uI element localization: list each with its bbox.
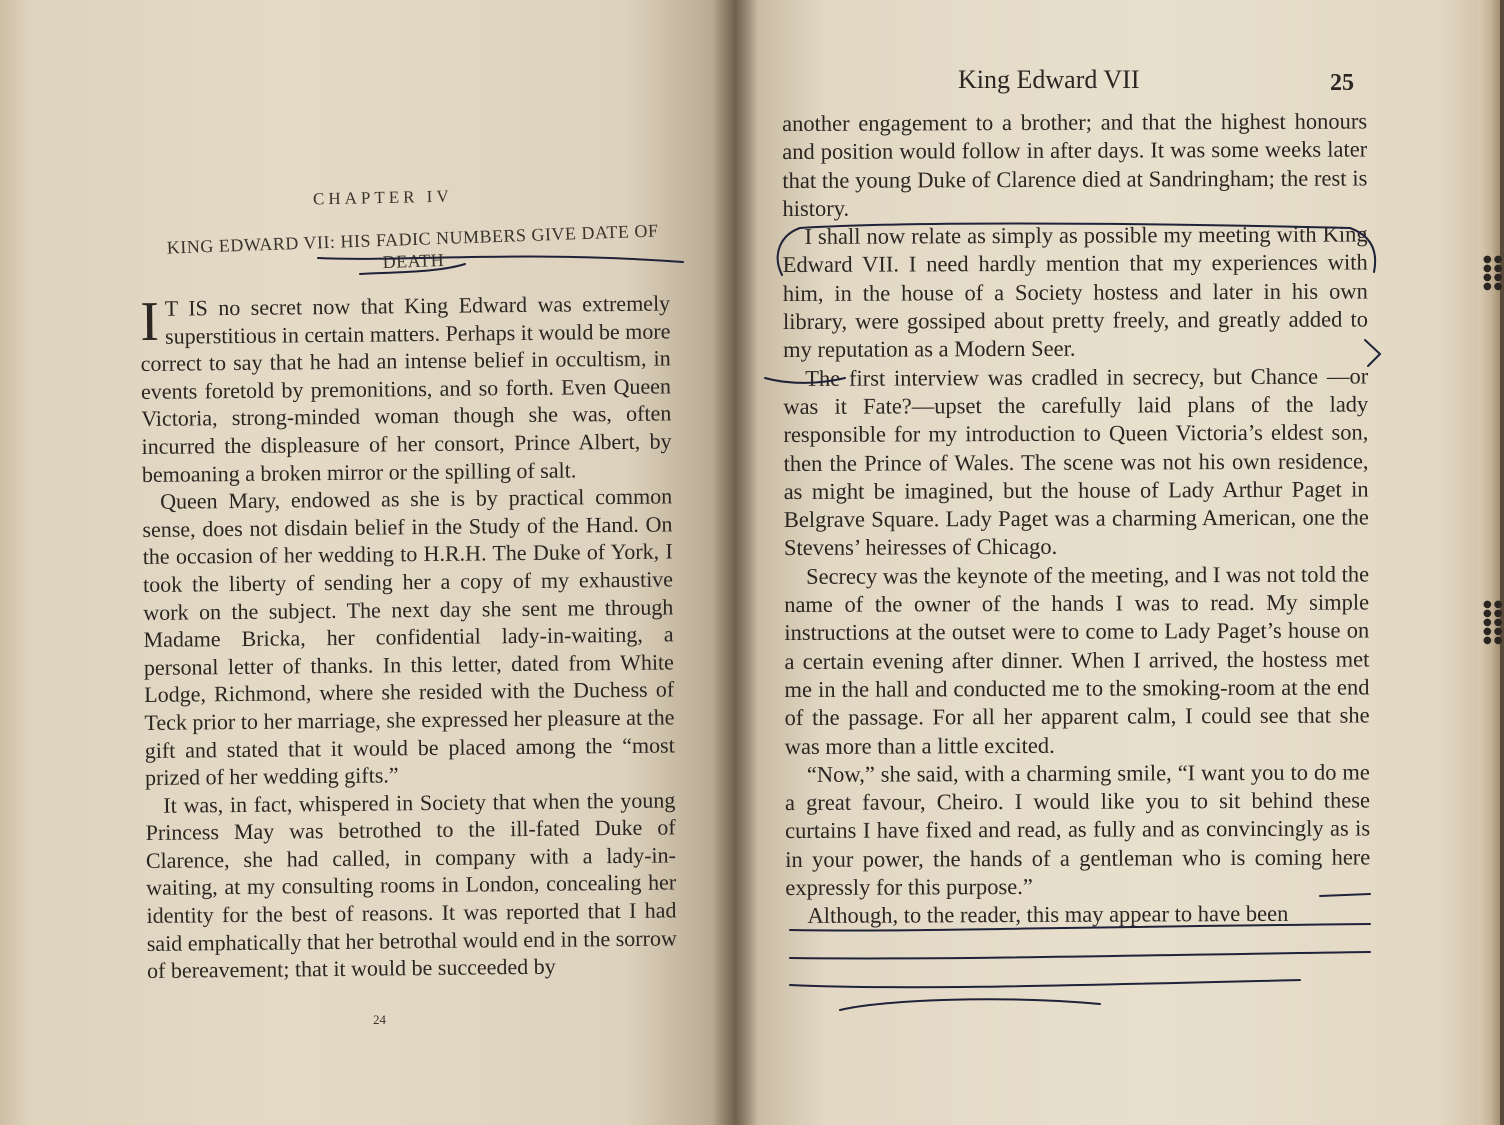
right-continuation: another engagement to a brother; and that the highest honours and position would follow in after days. It was some weeks later that the young Duke of Clarence died at Sandringham; the rest is history. xyxy=(782,108,1368,221)
right-page-body xyxy=(782,107,1371,930)
right-paragraph-3: Secrecy was the keynote of the meeting, and I was not told the name of the owner of the hands I was to read. My simple instructions at the outset were to come to Lady Paget’s house on a certain evening after dinner. When I arrived, the hostess met me in the hall and conducted me to the smoking-room at the end of the passage. For all her apparent calm, I could see that she was more than a little excited. xyxy=(784,561,1370,759)
left-paragraph-1-text: T IS no secret now that King Edward was extremely superstitious in certain matters. Perhaps it would be more correct to say that he had an intense belief in occultism, in events foretold by premonitions, and so forth. Even Queen Victoria, strong-minded woman though she was, often incurred the displeasure of her consort, Prince Albert, by bemoaning a broken mirror or the spilling of salt. xyxy=(140,290,672,487)
left-page-number: 24 xyxy=(373,1012,386,1027)
right-paragraph-1: I shall now relate as simply as possible my meeting with King Edward VII. I need hardly mention that my experiences with him, in the house of a Society hostess and later in his own library, were gossiped about pretty freely, and greatly added to my reputation as a Modern Seer. xyxy=(782,221,1368,363)
binding-dots-bottom: ●● ●● ●● ●● ●● xyxy=(1483,599,1504,646)
left-page-body xyxy=(140,289,677,984)
running-head: King Edward VII xyxy=(958,65,1140,94)
binding-dots-top: ●● ●● ●● ●● xyxy=(1483,254,1504,292)
drop-cap: I xyxy=(139,290,160,353)
left-paragraph-2: Queen Mary, endowed as she is by practical common sense, does not disdain belief in the Study of the Hand. On the occasion of her wedding to H.R.H. The Duke of York, I took the liberty of sending her a copy of my exhaustive work on the subject. The next day she sent me through Madame Bricka, her confidential lady-in-waiting, a personal letter of thanks. In this letter, dated from White Lodge, Richmond, where she resided with the Duchess of Teck prior to her marriage, she expressed her pleasure at the gift and stated that it would be placed among the “most prized of her wedding gifts.” xyxy=(142,483,675,791)
page-edge xyxy=(1478,0,1504,1125)
chapter-number: CHAPTER IV xyxy=(312,186,453,209)
left-paragraph-1 xyxy=(140,289,672,488)
right-paragraph-4: “Now,” she said, with a charming smile, “I want you to do me a great favour, Cheiro. I would like you to sit behind these curtains I have fixed and read, as fully and as convincingly as is in your power, the hands of a gentleman who is coming here expressly for this purpose.” xyxy=(784,759,1371,901)
chapter-title: KING EDWARD VII: HIS FADIC NUMBERS GIVE DATE OF DEATH xyxy=(166,220,659,273)
right-page-number: 25 xyxy=(1330,70,1354,96)
book-gutter-shadow xyxy=(712,0,758,1125)
right-paragraph-5: Although, to the reader, this may appear to have been xyxy=(807,901,1289,929)
right-paragraph-2: The first interview was cradled in secrecy, but Chance —or was it Fate?—upset the carefully laid plans of the lady responsible for my introduction to Queen Victoria’s eldest son, then the Prince of Wales. The scene was not his own residence, as might be imagined, but the house of Lady Arthur Paget in Belgrave Square. Lady Paget was a charming American, one the Stevens’ heiresses of Chicago. xyxy=(783,363,1369,561)
left-paragraph-3: It was, in fact, whispered in Society that when the young Princess May was betrothed to the ill-fated Duke of Clarence, she had called, in company with a lady-in-waiting, at my consulting rooms in London, concealing her identity for the best of reasons. It was reported that I had said emphatically that her betrothal would end in the sorrow of bereavement; that it would be succeeded by xyxy=(145,787,677,984)
left-page xyxy=(0,0,735,1125)
